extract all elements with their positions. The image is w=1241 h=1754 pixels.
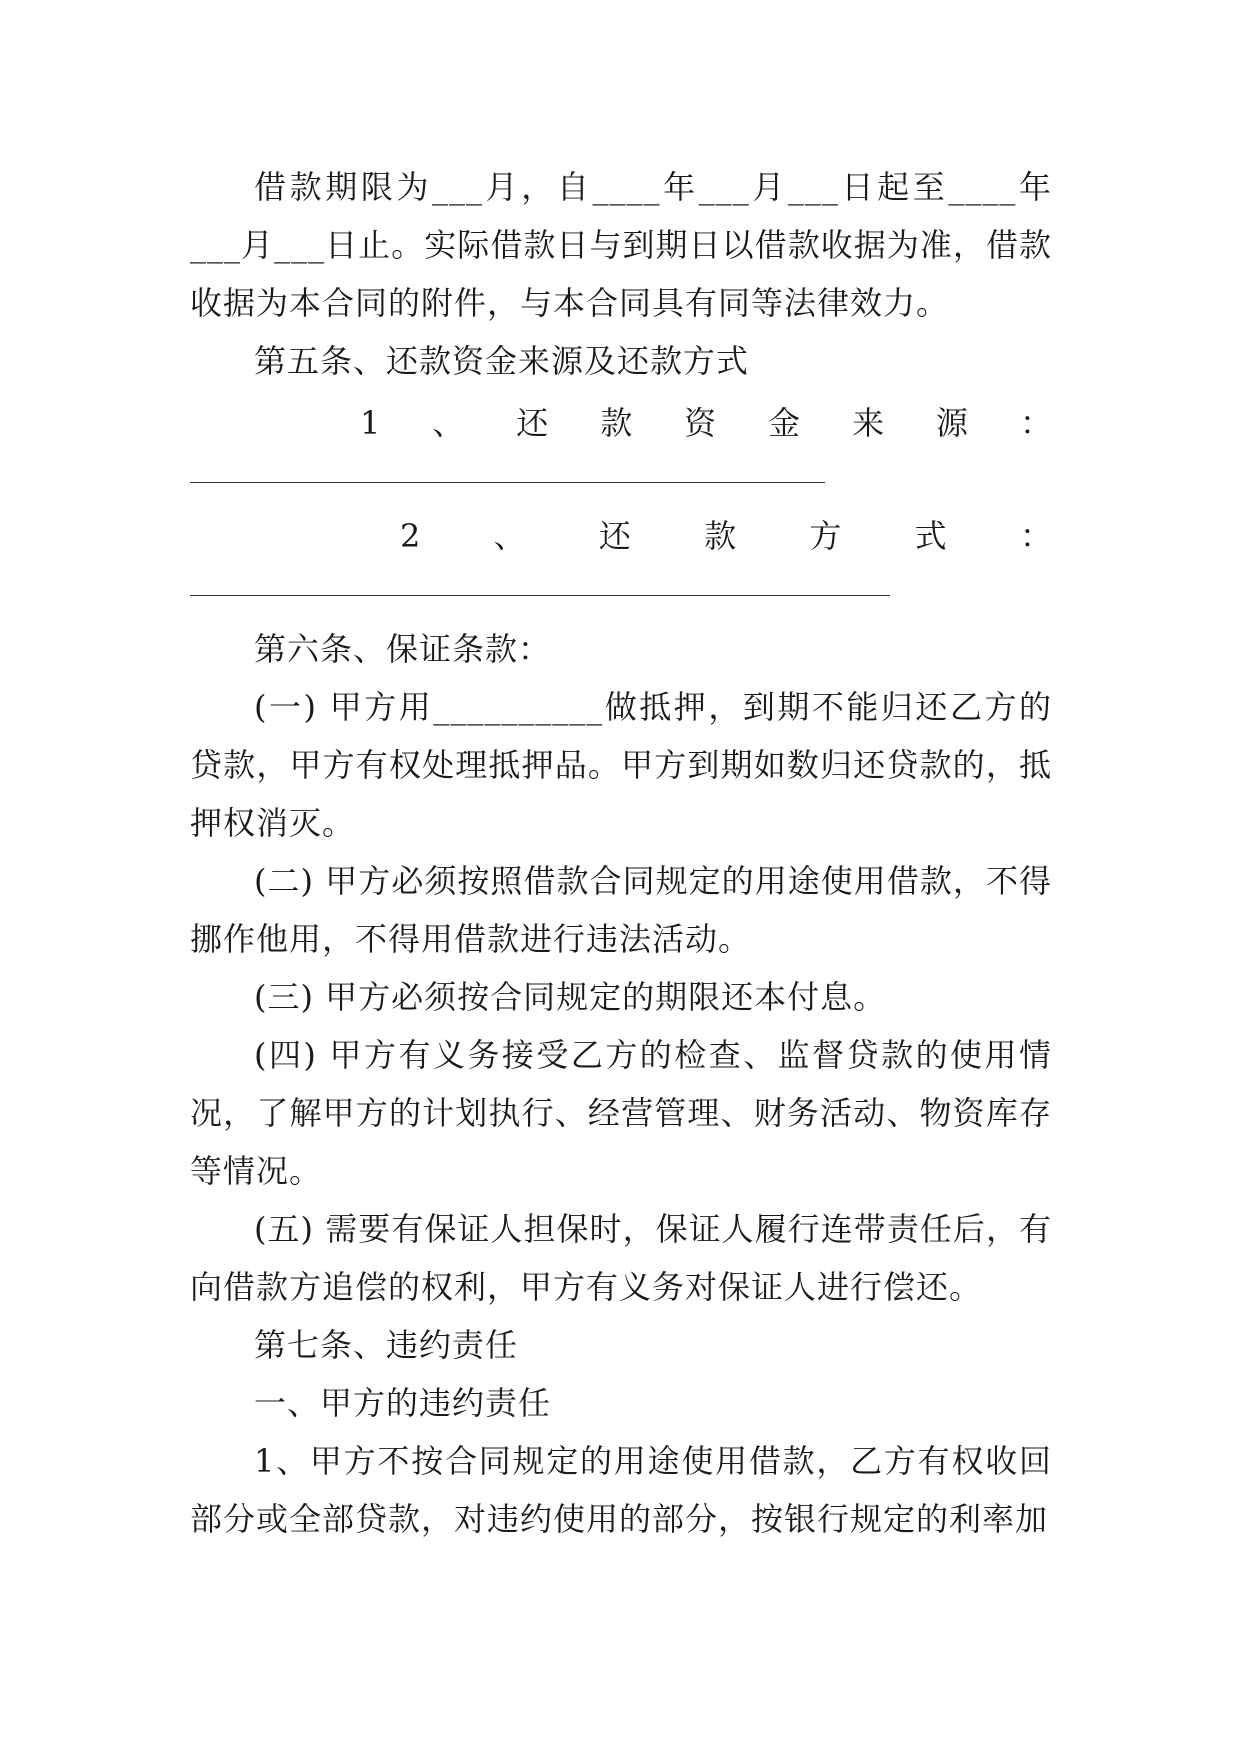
- repay-source-char: 、: [432, 404, 465, 442]
- repay-source-char: 款: [600, 404, 633, 442]
- repayment-method-line: [190, 507, 1052, 565]
- repay-source-char: 来: [852, 404, 885, 442]
- clause-6-2: (二) 甲方必须按照借款合同规定的用途使用借款，不得挪作他用，不得用借款进行违法活动。: [190, 862, 1052, 958]
- repay-method-char: 方: [809, 517, 842, 555]
- party-a-liability-heading: 一、甲方的违约责任: [254, 1384, 552, 1422]
- repay-method-char: 款: [704, 517, 737, 555]
- clause-6-4: (四) 甲方有义务接受乙方的检查、监督贷款的使用情况，了解甲方的计划执行、经营管理、财务活动、物资库存等情况。: [190, 1036, 1052, 1190]
- clause-6-5: (五) 需要有保证人担保时，保证人履行连带责任后，有向借款方追偿的权利，甲方有义务对保证人进行偿还。: [190, 1210, 1052, 1306]
- article-6-heading: 第六条、保证条款：: [254, 630, 552, 668]
- repay-method-char: 式: [914, 517, 947, 555]
- repayment-method-blank-line: [190, 595, 890, 596]
- repay-source-char: 源: [936, 404, 969, 442]
- article-7-heading: 第七条、违约责任: [254, 1326, 519, 1364]
- repay-source-char: 资: [684, 404, 717, 442]
- repayment-source-blank-line: [190, 482, 825, 483]
- repay-method-char: 还: [598, 517, 631, 555]
- repay-method-char: 2: [400, 517, 421, 555]
- party-a-liability-item-1: 1、甲方不按合同规定的用途使用借款，乙方有权收回部分或全部贷款，对违约使用的部分，按银行规定的利率加: [190, 1442, 1052, 1538]
- repay-method-char: 、: [493, 517, 526, 555]
- repay-source-char: ：: [1019, 404, 1052, 442]
- repay-source-char: 还: [516, 404, 549, 442]
- repay-source-char: 1: [360, 404, 381, 442]
- repay-source-char: 金: [768, 404, 801, 442]
- loan-term-paragraph: 借款期限为___月，自____年___月___日起至____年___月___日止。实际借款日与到期日以借款收据为准，借款收据为本合同的附件，与本合同具有同等法律效力。: [190, 168, 1052, 322]
- clause-6-1: (一) 甲方用__________做抵押，到期不能归还乙方的贷款，甲方有权处理抵押品。甲方到期如数归还贷款的，抵押权消灭。: [190, 688, 1052, 842]
- clause-6-3: (三) 甲方必须按合同规定的期限还本付息。: [254, 978, 887, 1016]
- document-page: [190, 158, 1052, 1548]
- repay-method-char: ：: [1019, 517, 1052, 555]
- repayment-source-line: [190, 394, 1052, 452]
- article-5-heading: 第五条、还款资金来源及还款方式: [254, 342, 750, 380]
